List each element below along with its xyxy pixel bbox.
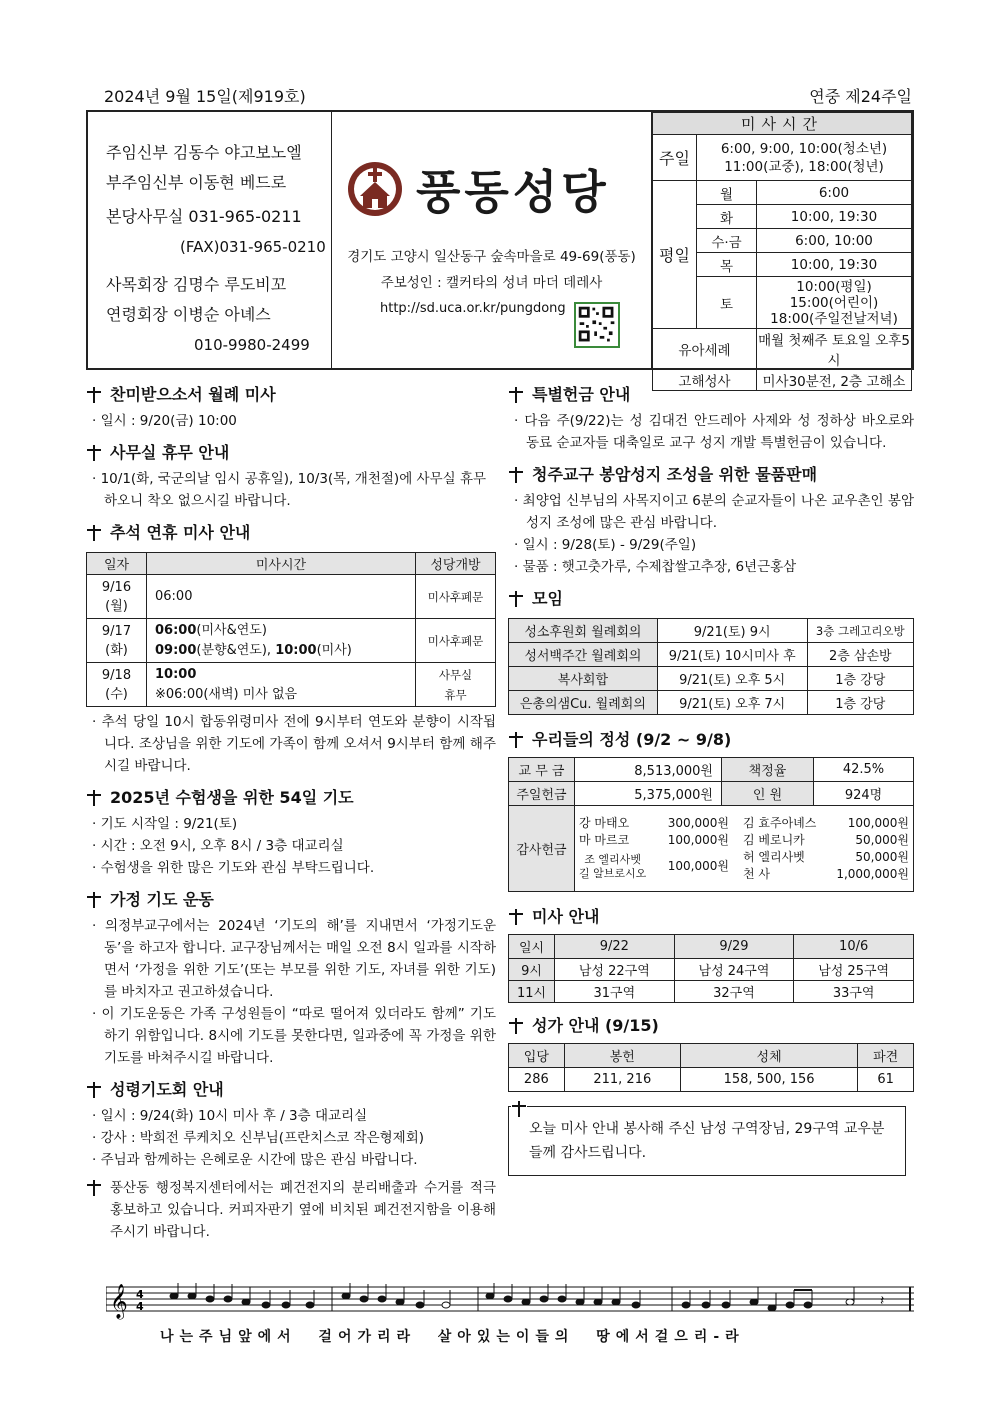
cross-icon <box>86 790 102 806</box>
cell: 남성 22구역 <box>555 959 675 981</box>
section-battery-recycling <box>86 1177 496 1243</box>
table-row <box>509 643 914 667</box>
col-header: 10/6 <box>794 935 914 959</box>
confession-label: 고해성사 <box>653 370 757 391</box>
amount: 300,000원 <box>667 815 729 830</box>
time: 06:00 <box>155 622 197 638</box>
cross-icon <box>508 467 524 483</box>
section-title: 성가 안내 (9/15) <box>532 1016 659 1035</box>
value: 8,513,000원 <box>575 758 722 782</box>
time-note: (미사&연도) <box>196 622 267 638</box>
bullet: · 추석 당일 10시 합동위령미사 전에 9시부터 연도와 분향이 시작됩니다. 조상님을 위한 기도에 가족이 함께 오셔서 9시부터 함께 해주시길 바랍니다. <box>86 711 496 777</box>
amount: 100,000원 <box>667 859 729 873</box>
meeting-place: 1층 강당 <box>807 691 913 715</box>
bullet: · 의정부교구에서는 2024년 ‘기도의 해’를 지내면서 ‘가정기도운동’을 하고자 합니다. 교구장님께서는 매일 오전 8시 일과를 시작하면서 ‘가정을 위한 기도’(또는 부모를 위한 기도, 자녀를 위한 기도)를 바치자고 권고하셨습니다. <box>86 915 496 1003</box>
hymns-table <box>508 1043 914 1092</box>
clergy-info <box>88 112 332 368</box>
col-open: 성당개방 <box>416 553 496 575</box>
donor: 조 엘리사벳 <box>584 852 641 866</box>
meeting-name: 복사회합 <box>509 667 658 691</box>
section-title: 가정 기도 운동 <box>110 890 214 909</box>
mon-label: 월 <box>697 181 757 205</box>
col-header: 입당 <box>509 1044 565 1068</box>
donor: 천 사 <box>743 866 770 881</box>
bulletin-header <box>86 110 914 390</box>
table-row <box>509 981 914 1003</box>
donor: 김 베로니카 <box>743 832 805 847</box>
value: 42.5% <box>814 758 914 782</box>
day: (화) <box>105 642 128 658</box>
wedfri-times: 6:00, 10:00 <box>757 229 912 253</box>
parish-url[interactable]: http://sd.uca.or.kr/pungdong <box>380 301 566 316</box>
donor: 마 마르코 <box>579 832 630 847</box>
table-row <box>87 663 496 707</box>
value: 924명 <box>814 782 914 806</box>
bullet: · 수험생을 위한 많은 기도와 관심 부탁드립니다. <box>86 857 496 879</box>
battery-text: 풍산동 행정복지센터에서는 폐건전지의 분리배출과 수거를 적극 홍보하고 있습니다. 커피자판기 옆에 비치된 폐건전지함을 이용해 주시기 바랍니다. <box>110 1180 496 1240</box>
label: 주일헌금 <box>509 782 575 806</box>
time-note: (분향&연도), <box>196 642 272 658</box>
day: (월) <box>105 598 128 614</box>
table-row <box>509 1068 914 1092</box>
liturgical-week: 연중 제24주일 <box>809 87 912 106</box>
cross-icon <box>508 591 524 607</box>
tue-label: 화 <box>697 205 757 229</box>
donor: 허 엘리사벳 <box>743 849 805 864</box>
section-title: 미사 안내 <box>532 907 600 926</box>
wedfri-label: 수·금 <box>697 229 757 253</box>
meeting-name: 성서백주간 월례회의 <box>509 643 658 667</box>
amount: 1,000,000원 <box>836 866 909 881</box>
section-holy-spirit-prayer <box>86 1075 496 1171</box>
time: 10:00 <box>275 642 317 658</box>
mass-times-panel <box>652 112 912 390</box>
donor: 강 마태오 <box>579 815 630 830</box>
bullet: · 시간 : 오전 9시, 오후 8시 / 3층 대교리실 <box>86 835 496 857</box>
offerings-table <box>508 757 914 892</box>
section-title: 찬미받으소서 월례 미사 <box>110 385 276 404</box>
row-header: 11시 <box>509 981 555 1003</box>
sat-times-2: 15:00(어린이) <box>789 294 879 311</box>
col-date: 일자 <box>87 553 147 575</box>
council-president: 사목회장 김명수 루도비꼬 <box>106 275 287 294</box>
thanks-box <box>508 1106 906 1176</box>
section-family-prayer <box>86 885 496 1069</box>
confession-time: 미사30분전, 2층 고해소 <box>757 370 912 391</box>
section-title: 모임 <box>532 589 563 608</box>
hymn-number: 158, 500, 156 <box>680 1068 857 1092</box>
office-fax: (FAX)031-965-0210 <box>180 238 326 256</box>
time-sig-bottom: 4 <box>136 1300 144 1313</box>
table-row <box>87 575 496 619</box>
col-header: 9/29 <box>674 935 794 959</box>
treble-clef-icon: 𝄞 <box>110 1284 128 1319</box>
col-time: 미사시간 <box>147 553 416 575</box>
chuseok-table <box>86 552 496 707</box>
table-row <box>509 959 914 981</box>
open: 미사후폐문 <box>416 575 496 619</box>
donor: 김 효주아녜스 <box>743 815 817 830</box>
value: 5,375,000원 <box>575 782 722 806</box>
cross-icon <box>86 445 102 461</box>
col-header: 봉헌 <box>564 1044 680 1068</box>
cross-icon <box>508 387 524 403</box>
meetings-table <box>508 618 914 715</box>
amount: 50,000원 <box>855 832 909 847</box>
table-row <box>87 619 496 663</box>
cross-icon <box>86 1180 102 1196</box>
bullet: · 일시 : 9/20(금) 10:00 <box>86 410 496 432</box>
bullet: · 다음 주(9/22)는 성 김대건 안드레아 사제와 성 정하상 바오로와 동료 순교자들 대축일로 교구 성지 개발 특별헌금이 있습니다. <box>508 410 914 454</box>
cross-icon <box>86 1082 102 1098</box>
cross-icon <box>86 387 102 403</box>
open: 미사후폐문 <box>416 619 496 663</box>
bullet: · 이 기도운동은 가족 구성원들이 “따로 떨어져 있더라도 함께” 기도하기 위함입니다. 8시에 기도를 못한다면, 일과중에 꼭 가정을 위한 기도를 바쳐주시길 바랍니다. <box>86 1003 496 1069</box>
sat-label: 토 <box>697 277 757 329</box>
section-laudato-si <box>86 380 496 432</box>
open: 사무실 <box>438 667 473 682</box>
section-special-offering <box>508 380 914 454</box>
time: 10:00 <box>155 666 197 682</box>
pastor: 주임신부 김동수 야고보노엘 <box>106 143 302 162</box>
cross-icon <box>86 525 102 541</box>
meeting-time: 9/21(토) 9시 <box>657 619 807 643</box>
parish-info <box>332 112 652 368</box>
time-note: (미사) <box>316 642 352 658</box>
elder-phone: 010-9980-2499 <box>194 336 310 354</box>
date: 9/16 <box>101 579 132 595</box>
meeting-place: 1층 강당 <box>807 667 913 691</box>
meeting-name: 성소후원회 월례회의 <box>509 619 658 643</box>
time: 09:00 <box>155 642 197 658</box>
cross-icon <box>508 909 524 925</box>
cross-icon <box>508 1018 524 1034</box>
section-title: 특별헌금 안내 <box>532 385 631 404</box>
bullet: · 일시 : 9/28(토) - 9/29(주일) <box>508 534 914 556</box>
date: 9/18 <box>101 667 132 683</box>
tue-times: 10:00, 19:30 <box>757 205 912 229</box>
parish-logo <box>346 156 610 222</box>
qr-code-icon[interactable] <box>574 302 620 348</box>
section-title: 우리들의 정성 (9/2 ~ 9/8) <box>532 730 732 749</box>
cell: 31구역 <box>555 981 675 1003</box>
amount: 50,000원 <box>855 849 909 864</box>
elder-president: 연령회장 이병순 아녜스 <box>106 305 271 324</box>
parish-name: 풍동성당 <box>416 165 610 219</box>
bullet: · 기도 시작일 : 9/21(토) <box>86 813 496 835</box>
mass-guide-table <box>508 934 914 1003</box>
patron-saint: 주보성인 : 캘커타의 성녀 마더 데레사 <box>380 275 603 291</box>
section-title: 추석 연휴 미사 안내 <box>110 523 251 542</box>
label: 책정율 <box>722 758 814 782</box>
section-title: 성령기도회 안내 <box>110 1080 224 1099</box>
meeting-time: 9/21(토) 오후 5시 <box>657 667 807 691</box>
section-title: 청주교구 봉암성지 조성을 위한 물품판매 <box>532 465 818 484</box>
sunday-times-1: 6:00, 9:00, 10:00(청소년) <box>720 140 888 157</box>
bullet: · 일시 : 9/24(화) 10시 미사 후 / 3층 대교리실 <box>86 1105 496 1127</box>
parish-address: 경기도 고양시 일산동구 숲속마을로 49-69(풍동) <box>347 249 636 265</box>
issue-date: 2024년 9월 15일(제919호) <box>104 87 306 106</box>
col-header: 성체 <box>680 1044 857 1068</box>
bullet: · 10/1(화, 국군의날 임시 공휴일), 10/3(목, 개천절)에 사무실 휴무하오니 착오 없으시길 바랍니다. <box>86 468 496 512</box>
bullet: · 주님과 함께하는 은혜로운 시간에 많은 관심 바랍니다. <box>86 1149 496 1171</box>
mon-times: 6:00 <box>757 181 912 205</box>
sunday-times-2: 11:00(교중), 18:00(청년) <box>724 158 884 175</box>
cross-icon <box>511 1101 527 1117</box>
donor: 길 알브로시오 <box>579 866 647 880</box>
table-row <box>509 619 914 643</box>
label: 인 원 <box>722 782 814 806</box>
mass-times-table <box>652 112 912 391</box>
table-row <box>509 691 914 715</box>
cross-icon <box>86 892 102 908</box>
meeting-place: 2층 삼손방 <box>807 643 913 667</box>
sat-times-3: 18:00(주일전날저녁) <box>770 310 898 327</box>
hymn-lyrics: 나는주님앞에서 걸어가리라 살아있는이들의 땅에서걸으리-라 <box>160 1329 745 1345</box>
meeting-place: 3층 그레고리오방 <box>807 619 913 643</box>
mass-times-title: 미사시간 <box>653 113 912 135</box>
section-office-closed <box>86 438 496 512</box>
section-meetings <box>508 584 914 715</box>
time: 06:00 <box>147 575 416 619</box>
col-header: 파견 <box>858 1044 914 1068</box>
section-mass-guide <box>508 902 914 1003</box>
bullet: · 최양업 신부님의 사목지이고 6분의 순교자들이 나온 교우촌인 봉암성지 조성에 많은 관심 바랍니다. <box>508 490 914 534</box>
label: 감사헌금 <box>509 806 575 892</box>
right-column <box>508 380 914 1176</box>
section-exam-prayer <box>86 783 496 879</box>
section-hymns <box>508 1011 914 1092</box>
cell: 남성 24구역 <box>674 959 794 981</box>
hymn-number: 61 <box>858 1068 914 1092</box>
baptism-time: 매월 첫째주 토요일 오후5시 <box>757 329 912 370</box>
meeting-time: 9/21(토) 오후 7시 <box>657 691 807 715</box>
weekday-label: 평일 <box>653 181 697 329</box>
sunday-label: 주일 <box>653 135 697 181</box>
section-title: 사무실 휴무 안내 <box>110 443 230 462</box>
svg-text:𝄽: 𝄽 <box>880 1293 885 1309</box>
col-header: 일시 <box>509 935 555 959</box>
section-bongam-sale <box>508 460 914 578</box>
cell: 33구역 <box>794 981 914 1003</box>
cell: 32구역 <box>674 981 794 1003</box>
date: 9/17 <box>101 623 132 639</box>
label: 교 무 금 <box>509 758 575 782</box>
cross-icon <box>508 732 524 748</box>
time-sig-top: 4 <box>136 1288 144 1301</box>
bullet: · 강사 : 박희전 루케치오 신부님(프란치스코 작은형제회) <box>86 1127 496 1149</box>
bullet: · 물품 : 햇고춧가루, 수제찹쌀고추장, 6년근홍삼 <box>508 556 914 578</box>
assistant-pastor: 부주임신부 이동현 베드로 <box>106 173 287 192</box>
amount: 100,000원 <box>847 815 909 830</box>
section-chuseok-mass <box>86 518 496 777</box>
hymn-number: 286 <box>509 1068 565 1092</box>
meeting-time: 9/21(토) 10시미사 후 <box>657 643 807 667</box>
thu-times: 10:00, 19:30 <box>757 253 912 277</box>
sat-times-1: 10:00(평일) <box>796 278 872 295</box>
office-phone: 본당사무실 031-965-0211 <box>106 207 302 226</box>
open: 휴무 <box>444 687 467 702</box>
left-column <box>86 380 496 1249</box>
day: (수) <box>105 686 128 702</box>
thanks-text: 오늘 미사 안내 봉사해 주신 남성 구역장님, 29구역 교우분들께 감사드립니다. <box>529 1121 885 1161</box>
col-header: 9/22 <box>555 935 675 959</box>
amount: 100,000원 <box>667 832 729 847</box>
issue-line <box>104 84 912 107</box>
section-offerings <box>508 725 914 892</box>
church-emblem-icon <box>346 160 404 218</box>
thu-label: 목 <box>697 253 757 277</box>
row-header: 9시 <box>509 959 555 981</box>
table-row <box>509 667 914 691</box>
baptism-label: 유아세례 <box>653 329 757 370</box>
section-title: 2025년 수험생을 위한 54일 기도 <box>110 788 354 807</box>
hymn-number: 211, 216 <box>564 1068 680 1092</box>
meeting-name: 은총의샘Cu. 월례회의 <box>509 691 658 715</box>
time-note: ※06:00(새벽) 미사 없음 <box>155 686 298 702</box>
cell: 남성 25구역 <box>794 959 914 981</box>
